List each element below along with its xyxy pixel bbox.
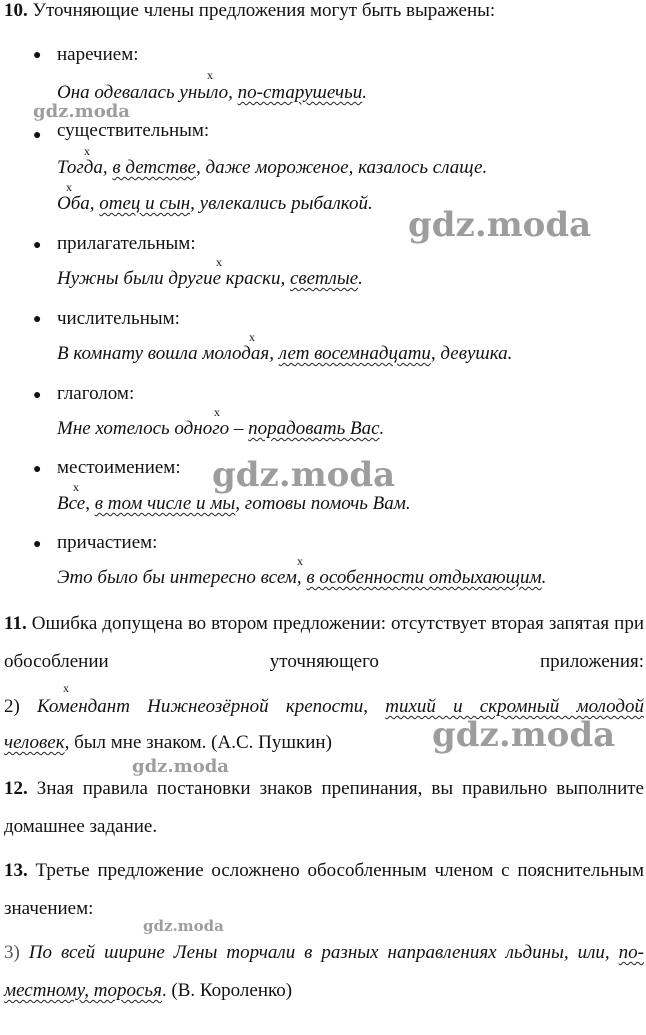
watermark: gdz.moda [132,756,229,777]
watermark: gdz.moda [432,715,616,755]
clarifying-member: лет восемнадцати [278,343,431,364]
task-11-example: 2) Комендант Нижнеозёрной крепости, тихий и скромный молодой [4,696,644,717]
task-11-paragraph [4,605,644,681]
task-number: 12. [4,778,28,799]
subject-marker: x [63,681,69,695]
task-text: Уточняющие члены предложения могут быть выражены: [27,0,496,21]
subject-marker: x [73,480,79,494]
item-label: причастием: [57,532,158,553]
clarifying-member: в том числе и мы [94,493,236,514]
subject-marker: x [66,180,72,194]
item-label: прилагательным: [57,233,196,254]
item-label: глаголом: [57,383,135,404]
item-label: существительным: [57,120,210,141]
example-line: Это было бы интересно всем, в особенности отдыхающим. [57,567,547,588]
subject-marker: x [214,405,220,419]
example-line: Мне хотелось одного – порадовать Вас. [57,418,385,439]
bullet-icon: ● [33,537,42,552]
task-11-example-cont: человек, был мне знаком. (А.С. Пушкин) [4,732,332,753]
clarifying-member: отец и сын [99,193,191,214]
watermark: gdz.moda [408,205,592,245]
clarifying-member: светлые [289,268,359,289]
task-number: 11. [4,613,27,634]
bullet-icon: ● [33,462,42,477]
task-text: Зная правила постановки знаков препинания, вы правильно выполните домашнее задание. [4,778,644,837]
bullet-icon: ● [33,388,42,403]
subject-marker: x [297,554,303,568]
task-text: Ошибка допущена во втором предложении: отсутствует вторая запятая при обособлении уточняющего приложения: [4,613,644,672]
item-label: числительным: [57,308,180,329]
clarifying-member: в особенности отдыхающим [306,567,542,588]
watermark: gdz.moda [143,917,224,935]
watermark: gdz.moda [212,455,396,495]
example-line: Все, в том числе и мы, готовы помочь Вам. [57,493,411,514]
example-line: Тогда, в детстве, даже мороженое, казалось слаще. [57,157,488,178]
item-label: наречием: [57,44,139,65]
clarifying-member: по-старушечьи [237,82,363,103]
task-10-heading [4,0,495,22]
clarifying-member: по-местному, торосья [4,942,644,1001]
task-number: 13. [4,860,28,881]
clarifying-member: в детстве [112,157,196,178]
task-text: Третье предложение осложнено обособленным членом с пояснительным значением: [4,860,644,919]
bullet-icon: ● [33,128,42,143]
task-12-paragraph [4,770,644,846]
task-13-example: 3) По всей ширине Лены торчали в разных направлениях льдины, или, по-местному, торосья. (В. Короленко) [4,942,644,1001]
example-line: В комнату вошла молодая, лет восемнадцати, девушка. [57,343,513,364]
task-13-paragraph [4,852,644,928]
example-line: Оба, отец и сын, увлекались рыбалкой. [57,193,373,214]
subject-marker: x [216,255,222,269]
watermark: gdz.moda [33,101,130,122]
subject-marker: x [84,144,90,158]
clarifying-member: тихий и скромный молодой [385,696,644,717]
bullet-icon: ● [33,238,42,253]
subject-marker: x [249,330,255,344]
subject-marker: x [207,68,213,82]
example-line: Нужны были другие краски, светлые. [57,268,363,289]
example-line: Она одевалась уныло, по-старушечьи. [57,82,368,103]
bullet-icon: ● [33,312,42,327]
bullet-icon: ● [33,48,42,63]
clarifying-member: человек [4,732,65,753]
task-number: 10. [4,0,28,21]
item-label: местоимением: [57,457,181,478]
clarifying-member: порадовать Вас [248,418,380,439]
